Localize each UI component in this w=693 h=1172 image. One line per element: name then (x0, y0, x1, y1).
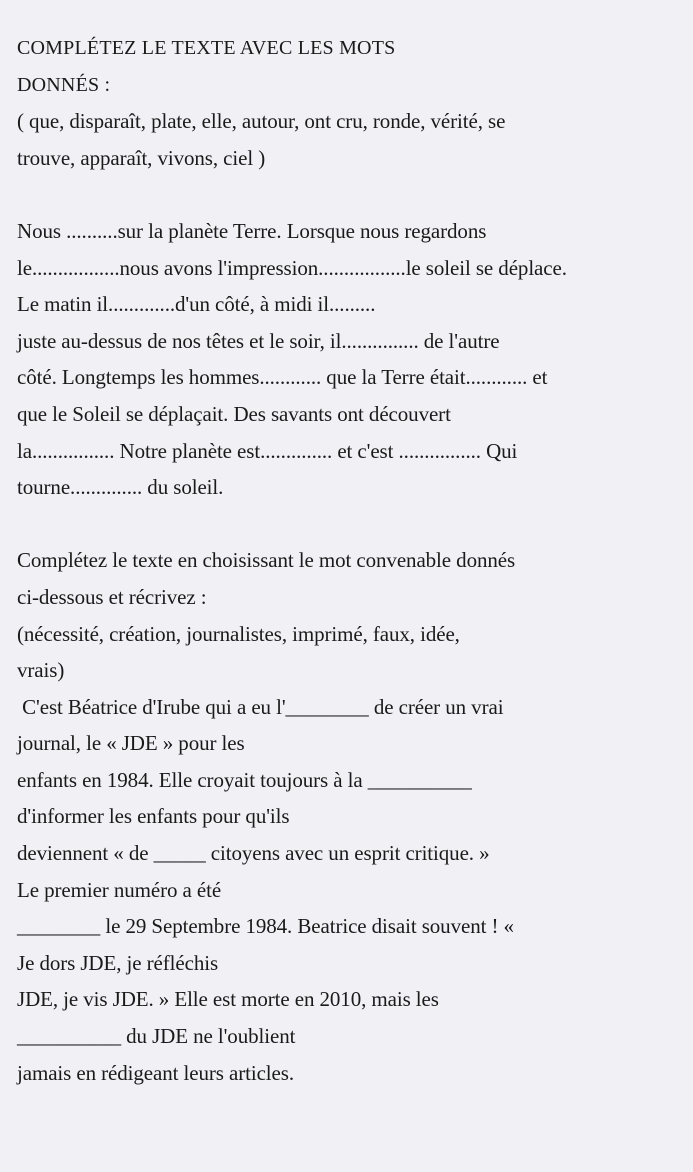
exercise-1-text-line: tourne.............. du soleil. (17, 475, 224, 500)
exercise-2-text-line: journal, le « JDE » pour les (17, 731, 245, 756)
exercise-2-text-line: jamais en rédigeant leurs articles. (17, 1060, 294, 1085)
exercise-1-text-line: juste au-dessus de nos têtes et le soir, il............... de l'autre (17, 328, 500, 353)
exercise-1-text-line: que le Soleil se déplaçait. Des savants ont découvert (17, 401, 451, 426)
exercise-2-text-line: deviennent « de _____ citoyens avec un esprit critique. » (17, 841, 490, 866)
exercise-2-word-bank-line-1: (nécessité, création, journalistes, imprimé, faux, idée, (17, 621, 460, 646)
exercise-2-text-line: Je dors JDE, je réfléchis (17, 950, 219, 975)
exercise-1 (17, 30, 687, 506)
exercise-1-word-bank-line-2: trouve, apparaît, vivons, ciel ) (17, 145, 266, 170)
exercise-2-text-line: __________ du JDE ne l'oublient (17, 1024, 296, 1049)
exercise-2-text-line: C'est Béatrice d'Irube qui a eu l'________ de créer un vrai (17, 694, 504, 719)
exercise-1-title-line-2: DONNÉS : (17, 73, 111, 96)
spacer (17, 176, 687, 213)
exercise-2-text-line: JDE, je vis JDE. » Elle est morte en 2010, mais les (17, 987, 439, 1012)
exercise-1-word-bank-line-1: ( que, disparaît, plate, elle, autour, ont cru, ronde, vérité, se (17, 109, 506, 134)
exercise-1-text-line: la................ Notre planète est.............. et c'est ................ Qui (17, 438, 518, 463)
exercise-1-title-line-1: COMPLÉTEZ LE TEXTE AVEC LES MOTS (17, 37, 396, 59)
exercise-2-instruction-line-1: Complétez le texte en choisissant le mot convenable donnés (17, 548, 516, 573)
exercise-2-text-line: enfants en 1984. Elle croyait toujours à la __________ (17, 767, 472, 792)
exercise-1-text-line: Le matin il.............d'un côté, à midi il......... (17, 292, 376, 317)
worksheet-page (17, 30, 687, 1091)
exercise-2-instruction-line-2: ci-dessous et récrivez : (17, 584, 207, 609)
exercise-1-text-line: Nous ..........sur la planète Terre. Lorsque nous regardons (17, 218, 487, 243)
exercise-2-word-bank-line-2: vrais) (17, 658, 65, 683)
exercise-2 (17, 542, 687, 1091)
exercise-2-text-line: d'informer les enfants pour qu'ils (17, 804, 290, 829)
exercise-1-text-line: côté. Longtemps les hommes............ que la Terre était............ et (17, 365, 548, 390)
exercise-2-text-line: Le premier numéro a été (17, 877, 222, 902)
exercise-1-text-line: le.................nous avons l'impression.................le soleil se déplace. (17, 255, 567, 280)
exercise-2-text-line: ________ le 29 Septembre 1984. Beatrice disait souvent ! « (17, 914, 514, 939)
section-divider-space (17, 506, 687, 543)
